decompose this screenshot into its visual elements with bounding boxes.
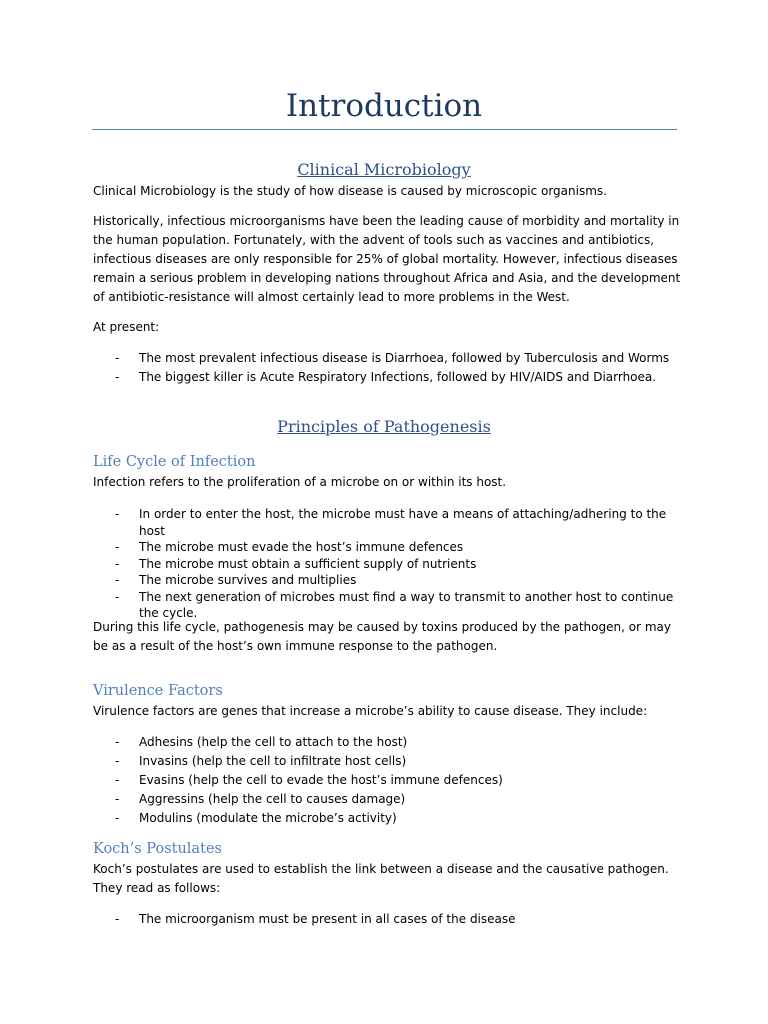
section-heading-clinical-microbiology: Clinical Microbiology: [297, 160, 471, 179]
virulence-factors-list: [93, 733, 683, 828]
list-item: - Aggressins (help the cell to causes damage): [93, 790, 683, 809]
list-item: - Evasins (help the cell to evade the host’s immune defences): [93, 771, 683, 790]
list-item: - The biggest killer is Acute Respiratory Infections, followed by HIV/AIDS and Diarrhoea.: [93, 368, 683, 387]
at-present-list: [93, 349, 683, 387]
page-title: Introduction: [285, 88, 483, 124]
paragraph-infection-definition: Infection refers to the proliferation of a microbe on or within its host.: [93, 475, 507, 489]
paragraph-clinical-definition: Clinical Microbiology is the study of how disease is caused by microscopic organisms.: [93, 184, 607, 198]
list-item: - The microbe survives and multiplies: [93, 572, 683, 589]
title-underline: [92, 129, 677, 130]
subheading-virulence-factors: Virulence Factors: [93, 683, 223, 699]
list-item: - The microbe must obtain a sufficient supply of nutrients: [93, 556, 683, 573]
list-item: - The next generation of microbes must find a way to transmit to another host to continue the cycle.: [93, 589, 683, 622]
list-item: - Invasins (help the cell to infiltrate host cells): [93, 752, 683, 771]
paragraph-pathogenesis-cause: During this life cycle, pathogenesis may be caused by toxins produced by the pathogen, or may be as a result of the host’s own immune response to the pathogen.: [93, 620, 671, 653]
section-heading-pathogenesis: Principles of Pathogenesis: [277, 417, 491, 436]
subheading-kochs-postulates: Koch’s Postulates: [93, 841, 222, 857]
list-item: - The most prevalent infectious disease is Diarrhoea, followed by Tuberculosis and Worms: [93, 349, 683, 368]
list-item: - Modulins (modulate the microbe’s activity): [93, 809, 683, 828]
paragraph-virulence-definition: Virulence factors are genes that increase a microbe’s ability to cause disease. They include:: [93, 704, 648, 718]
list-item: - The microbe must evade the host’s immune defences: [93, 539, 683, 556]
kochs-postulates-list: [93, 910, 683, 929]
subheading-life-cycle: Life Cycle of Infection: [93, 454, 256, 470]
paragraph-history: Historically, infectious microorganisms have been the leading cause of morbidity and mortality in the human population. Fortunately, with the advent of tools such as vaccines and antibiotics, infectious diseases are only responsible for 25% of global mortality. However, infectious diseases remain a serious problem in developing nations throughout Africa and Asia, and the development of antibiotic-resistance will almost certainly lead to more problems in the West.: [93, 214, 681, 304]
list-item: - The microorganism must be present in all cases of the disease: [93, 910, 683, 929]
list-item: - Adhesins (help the cell to attach to the host): [93, 733, 683, 752]
list-item: - In order to enter the host, the microbe must have a means of attaching/adhering to the host: [93, 506, 683, 539]
life-cycle-list: [93, 506, 683, 622]
paragraph-kochs-definition: Koch’s postulates are used to establish the link between a disease and the causative pathogen. They read as follows:: [93, 862, 669, 895]
paragraph-at-present: At present:: [93, 320, 160, 334]
